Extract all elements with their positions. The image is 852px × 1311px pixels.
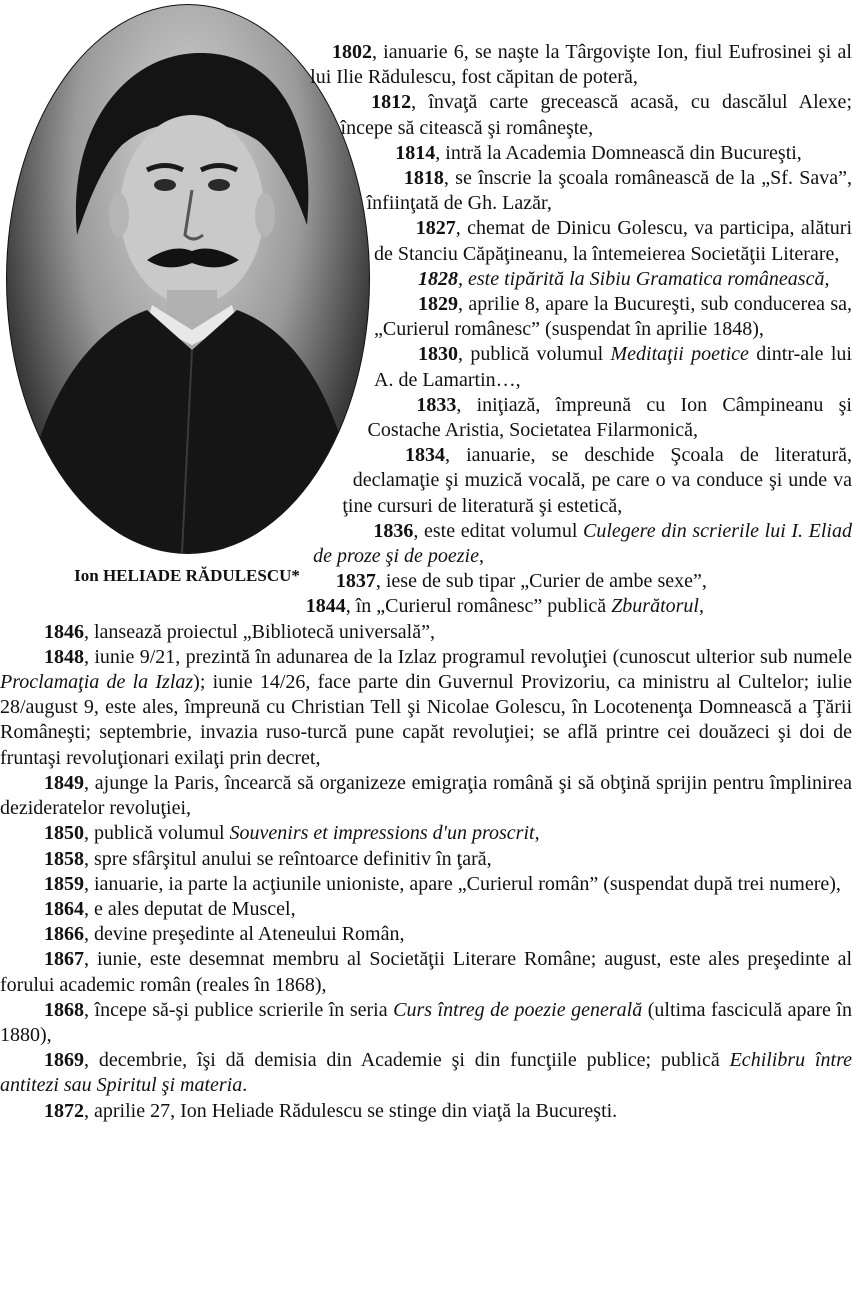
entry	[0, 771, 852, 821]
entry-tail: ,	[478, 545, 484, 568]
entry-text: , devine preşedinte al Ateneului Român,	[84, 923, 405, 946]
entry-year: 1867	[44, 948, 84, 971]
entry-text: , iese de sub tipar „Curier de ambe sexe”,	[375, 570, 707, 593]
entry	[0, 897, 852, 922]
entry	[0, 645, 852, 771]
entry-text: , se înscrie la şcoala românească de la „Sf. Sava”, înfiinţată de Gh. Lazăr,	[366, 167, 852, 215]
entry-title: Zburătorul	[611, 595, 699, 618]
entry-text: , iunie, este desemnat membru al Societăţii Literare Române; august, este ales preşedinte al forului academic român (reales în 1868),	[0, 948, 852, 996]
entry-year: 1872	[44, 1099, 84, 1122]
entry-tail: ); iunie 14/26, face parte din Guvernul Provizoriu, ca ministru al Cultelor; iulie 28/august 9, este ales, împreună cu Christian Tell şi Nicolae Golescu, în Locotenenţa Domnească a Ţării Româneşti; septembrie, invazia ruso-turcă pune capăt revoluţiei; se află printre cei douăzeci şi doi de fruntaşi revoluţionari exilaţi prin decret,	[0, 671, 852, 769]
entry-text: , iunie 9/21, prezintă în adunarea de la Izlaz programul revoluţiei (cunoscut ulterior sub numele	[84, 645, 852, 668]
entry-text: , este tipărită la Sibiu Gramatica românească,	[458, 267, 830, 290]
entry-title: Echilibru între antitezi sau Spiritul şi materia	[0, 1049, 852, 1097]
entry-year: 1869	[44, 1049, 84, 1072]
entry-year: 1866	[44, 923, 84, 946]
entry-title: Meditaţii poetice	[610, 343, 749, 366]
entry	[0, 847, 852, 872]
entry	[0, 821, 852, 846]
entry-text: , iniţiază, împreună cu Ion Câmpineanu şi Costache Aristia, Societatea Filarmonică,	[367, 393, 852, 442]
entry-text: , publică volumul	[84, 822, 230, 845]
caption-first-name: Ion	[74, 566, 103, 585]
entry-year: 1818	[403, 167, 444, 190]
entry-year: 1846	[44, 620, 84, 643]
entry	[0, 1048, 852, 1098]
entry-title: Curs întreg de poezie generală	[393, 998, 643, 1021]
entry-year: 1858	[44, 847, 84, 870]
entry-text: , chemat de Dinicu Golescu, va participa, alături de Stanciu Căpăţineanu, la întemeierea Societăţii Literare,	[374, 217, 852, 265]
entry-year: 1814	[395, 141, 436, 164]
entry-title: Culegere din scrierile lui I. Eliad de proze şi de poezie	[313, 519, 852, 568]
entry-text: , e ales deputat de Muscel,	[84, 897, 296, 920]
entry-year: 1848	[44, 645, 84, 668]
entry-year: 1830	[418, 343, 458, 366]
entry-tail: ,	[699, 595, 704, 618]
entry-year: 1828	[418, 267, 458, 290]
entry-year: 1849	[44, 771, 84, 794]
entry-tail: ,	[534, 822, 540, 845]
entry-text: , începe să-şi publice scrierile în seria	[84, 998, 394, 1021]
entry-text: , lansează proiectul „Bibliotecă universală”,	[84, 620, 435, 643]
entry-tail: .	[242, 1074, 248, 1097]
entry-tail: dintr-ale lui A. de Lamartin…,	[374, 343, 852, 391]
entry-text: , este editat volumul	[413, 519, 584, 542]
entry	[0, 998, 852, 1048]
entry-text: , în „Curierul românesc” publică	[345, 595, 612, 618]
entry-year: 1836	[373, 519, 414, 542]
entry	[0, 947, 852, 997]
entry-text: , aprilie 8, apare la Bucureşti, sub conducerea sa, „Curierul românesc” (suspendat în aprilie 1848),	[374, 293, 852, 341]
entry-year: 1833	[416, 393, 457, 416]
entry-year: 1802	[331, 41, 372, 63]
entry-text: , intră la Academia Domnească din Bucureşti,	[435, 141, 802, 164]
entry-year: 1827	[415, 217, 456, 240]
entry-text: , aprilie 27, Ion Heliade Rădulescu se stinge din viaţă la Bucureşti.	[84, 1099, 618, 1122]
entry-text: , ianuarie 6, se naşte la Târgovişte Ion, fiul Eufrosinei şi al lui Ilie Rădulescu, fost căpitan de poteră,	[310, 41, 852, 89]
entry	[0, 922, 852, 947]
entry-text: , ianuarie, ia parte la acţiunile unioniste, apare „Curierul român” (suspendat după trei numere),	[84, 872, 841, 895]
entry-year: 1834	[405, 444, 446, 467]
entry	[0, 872, 852, 897]
entry-title: Souvenirs et impressions d'un proscrit	[229, 822, 535, 845]
entry-year: 1859	[44, 872, 84, 895]
entry-year: 1844	[305, 595, 346, 618]
entry-text: , decembrie, îşi dă demisia din Academie şi din funcţiile publice; publică	[84, 1049, 730, 1072]
entry-year: 1850	[44, 822, 84, 845]
entry-year: 1868	[44, 998, 84, 1021]
entry-text: , ianuarie, se deschide Şcoala de literatură, declamaţie şi muzică vocală, pe care o va conduce şi unde va ţine cursuri de literatură şi estetică,	[342, 444, 852, 517]
entry-year: 1864	[44, 897, 84, 920]
entry	[0, 1099, 852, 1124]
entry-text: , ajunge la Paris, încearcă să organizeze emigraţia română şi să obţină sprijin pentru împlinirea dezideratelor revoluţiei,	[0, 771, 852, 820]
entry-text: , publică volumul	[458, 343, 611, 366]
entry-title: Proclamaţia de la Izlaz	[0, 671, 194, 694]
entry-year: 1837	[335, 570, 376, 593]
entry	[0, 620, 852, 645]
entry-text: , spre sfârşitul anului se reîntoarce definitiv în ţară,	[84, 847, 492, 870]
entry-tail: (ultima fasciculă apare în 1880),	[0, 998, 852, 1046]
entry-year: 1829	[418, 293, 458, 316]
caption-last-name: HELIADE RĂDULESCU*	[102, 566, 300, 585]
entry-text: , învaţă carte grecească acasă, cu dascălul Alexe; începe să citească şi româneşte,	[340, 91, 852, 139]
entry-year: 1812	[371, 91, 412, 114]
